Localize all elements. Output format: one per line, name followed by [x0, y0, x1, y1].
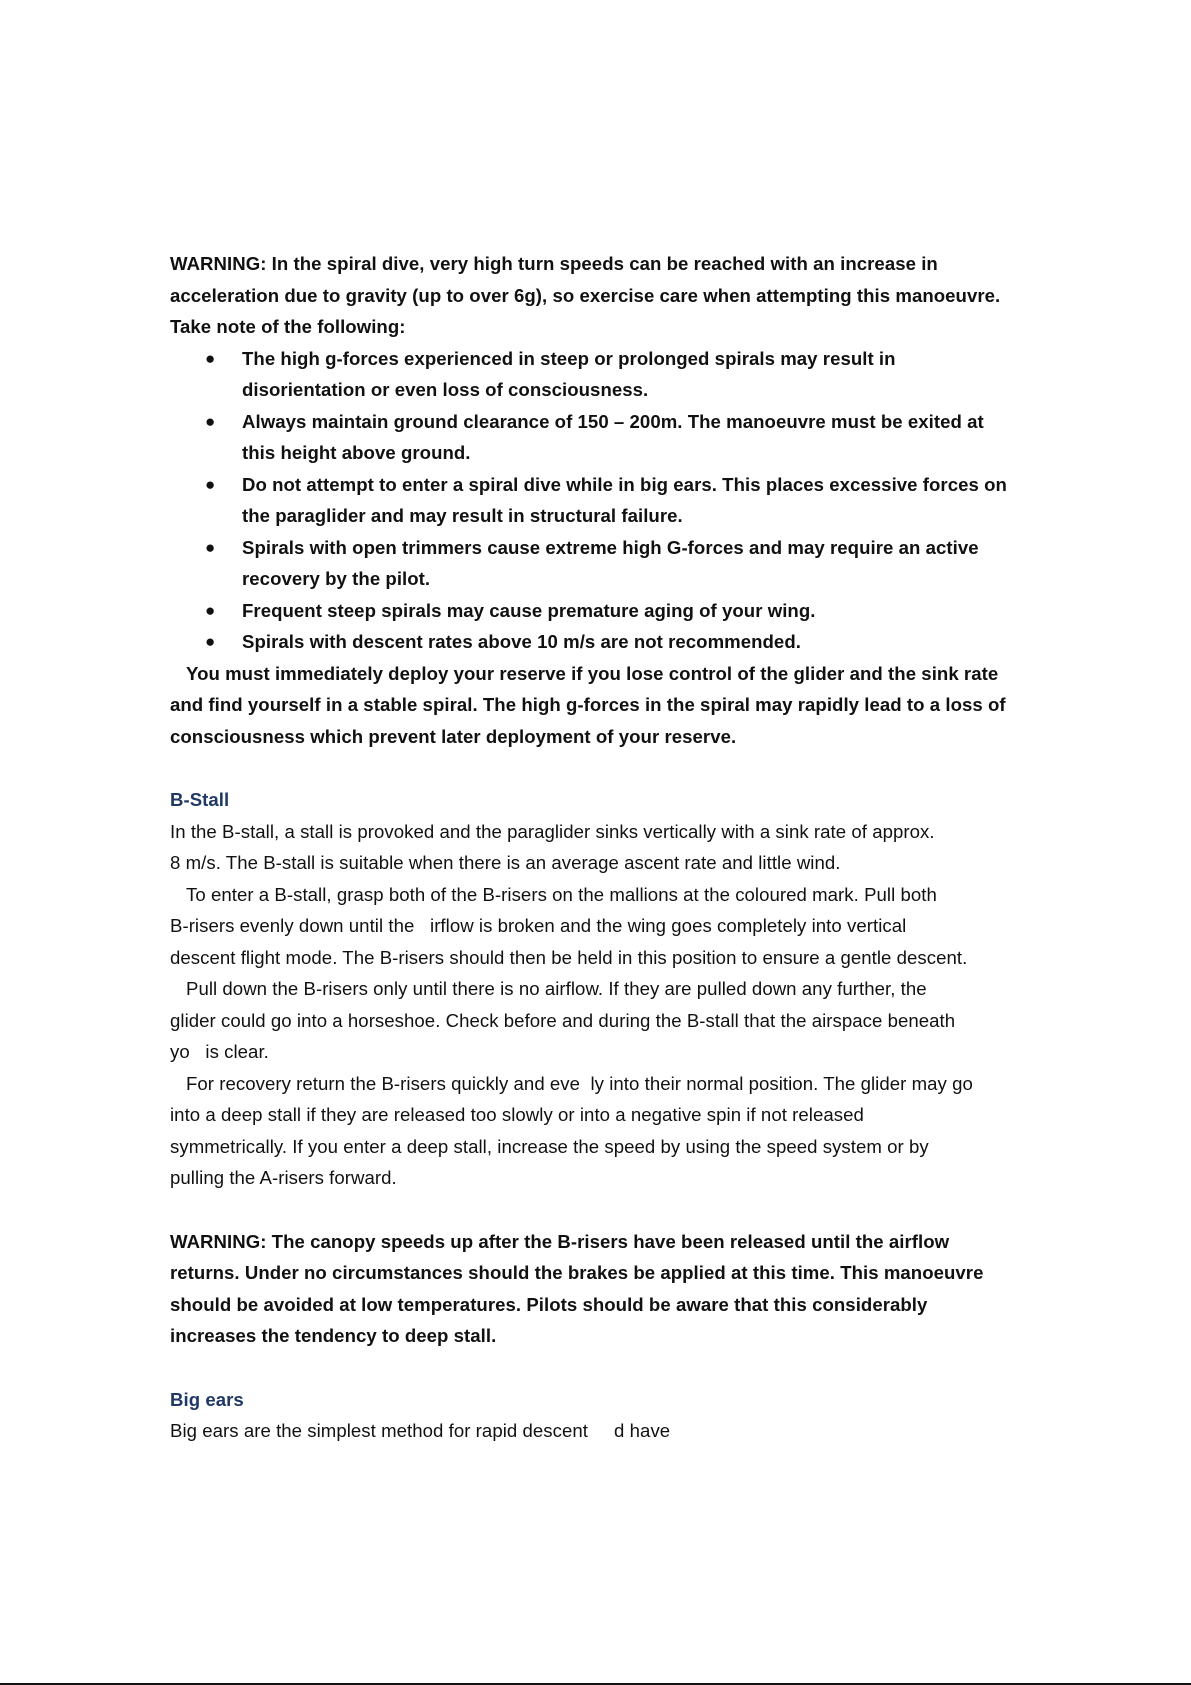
- section-spacer: [170, 1194, 1050, 1226]
- warning-line: should be avoided at low temperatures. Pilots should be aware that this considerably: [170, 1293, 928, 1315]
- list-item-text: The high g-forces experienced in steep or prolonged spirals may result in: [242, 347, 896, 369]
- b-stall-paragraph: [170, 879, 1050, 974]
- body-line: B-risers evenly down until the irflow is broken and the wing goes completely into vertical: [170, 915, 907, 936]
- body-line: Pull down the B-risers only until there is no airflow. If they are pulled down any further, the: [186, 978, 927, 999]
- bullet-icon: ●: [205, 474, 216, 494]
- list-item: [170, 343, 1050, 406]
- spiral-warning-closing: [170, 658, 1050, 753]
- list-item: [170, 626, 1050, 658]
- section-spacer: [170, 752, 1050, 784]
- warning-line: WARNING: In the spiral dive, very high turn speeds can be reached with an increase in: [170, 253, 938, 274]
- list-item: [170, 469, 1050, 532]
- list-item: [170, 406, 1050, 469]
- list-item-text: Always maintain ground clearance of 150 – 200m. The manoeuvre must be exited at: [242, 410, 984, 432]
- body-line: Big ears are the simplest method for rapid descent d have: [170, 1420, 671, 1441]
- body-line: pulling the A-risers forward.: [170, 1167, 397, 1188]
- list-item-text: the paraglider and may result in structural failure.: [242, 505, 683, 526]
- warning-line: Take note of the following:: [170, 316, 406, 337]
- bullet-icon: ●: [205, 411, 216, 431]
- body-line: 8 m/s. The B-stall is suitable when there is an average ascent rate and little wind.: [170, 852, 841, 873]
- list-item-text: recovery by the pilot.: [242, 568, 431, 589]
- document-page: [170, 248, 1050, 1447]
- list-item-text: disorientation or even loss of consciousness.: [242, 379, 649, 400]
- warning-line: returns. Under no circumstances should the brakes be applied at this time. This manoeuvre: [170, 1262, 984, 1283]
- body-line: symmetrically. If you enter a deep stall, increase the speed by using the speed system or by: [170, 1135, 929, 1157]
- b-stall-paragraph: [170, 816, 1050, 879]
- spiral-warning-intro: [170, 248, 1050, 343]
- body-line: descent flight mode. The B-risers should then be held in this position to ensure a gentle descent.: [170, 946, 968, 968]
- body-line: glider could go into a horseshoe. Check before and during the B-stall that the airspace beneath: [170, 1009, 956, 1031]
- warning-line: increases the tendency to deep stall.: [170, 1325, 497, 1346]
- warning-line: You must immediately deploy your reserve if you lose control of the glider and the sink rate: [186, 662, 999, 684]
- b-stall-paragraph: [170, 973, 1050, 1068]
- body-line: In the B-stall, a stall is provoked and the paraglider sinks vertically with a sink rate of approx.: [170, 820, 935, 842]
- warning-line: and find yourself in a stable spiral. The high g-forces in the spiral may rapidly lead to a loss of: [170, 694, 1006, 715]
- bullet-icon: ●: [205, 632, 216, 651]
- warning-line: WARNING: The canopy speeds up after the B-risers have been released until the airflow: [170, 1230, 950, 1252]
- bullet-icon: ●: [205, 537, 216, 557]
- body-line: yo is clear.: [170, 1041, 269, 1062]
- list-item-text: this height above ground.: [242, 442, 471, 463]
- list-item: [170, 595, 1050, 627]
- bullet-icon: ●: [205, 600, 216, 620]
- list-item-text: Spirals with descent rates above 10 m/s are not recommended.: [242, 631, 801, 652]
- warning-line: consciousness which prevent later deployment of your reserve.: [170, 725, 737, 747]
- b-stall-warning: [170, 1226, 1050, 1352]
- list-item-text: Spirals with open trimmers cause extreme high G-forces and may require an active: [242, 536, 979, 558]
- body-line: into a deep stall if they are released too slowly or into a negative spin if not released: [170, 1104, 864, 1125]
- body-line: To enter a B-stall, grasp both of the B-risers on the mallions at the coloured mark. Pull both: [186, 883, 937, 905]
- bullet-icon: ●: [205, 348, 216, 368]
- list-item-text: Do not attempt to enter a spiral dive while in big ears. This places excessive forces on: [242, 473, 1007, 495]
- warning-line: acceleration due to gravity (up to over 6g), so exercise care when attempting this manoeuvre.: [170, 284, 1001, 306]
- spiral-warning-list: [170, 343, 1050, 658]
- list-item-text: Frequent steep spirals may cause premature aging of your wing.: [242, 599, 816, 621]
- section-heading-b-stall: B-Stall: [170, 789, 230, 810]
- body-line: For recovery return the B-risers quickly and eve ly into their normal position. The glider may go: [186, 1072, 973, 1094]
- list-item: [170, 532, 1050, 595]
- b-stall-paragraph: [170, 1068, 1050, 1194]
- section-spacer: [170, 1352, 1050, 1384]
- section-heading-big-ears: Big ears: [170, 1388, 244, 1410]
